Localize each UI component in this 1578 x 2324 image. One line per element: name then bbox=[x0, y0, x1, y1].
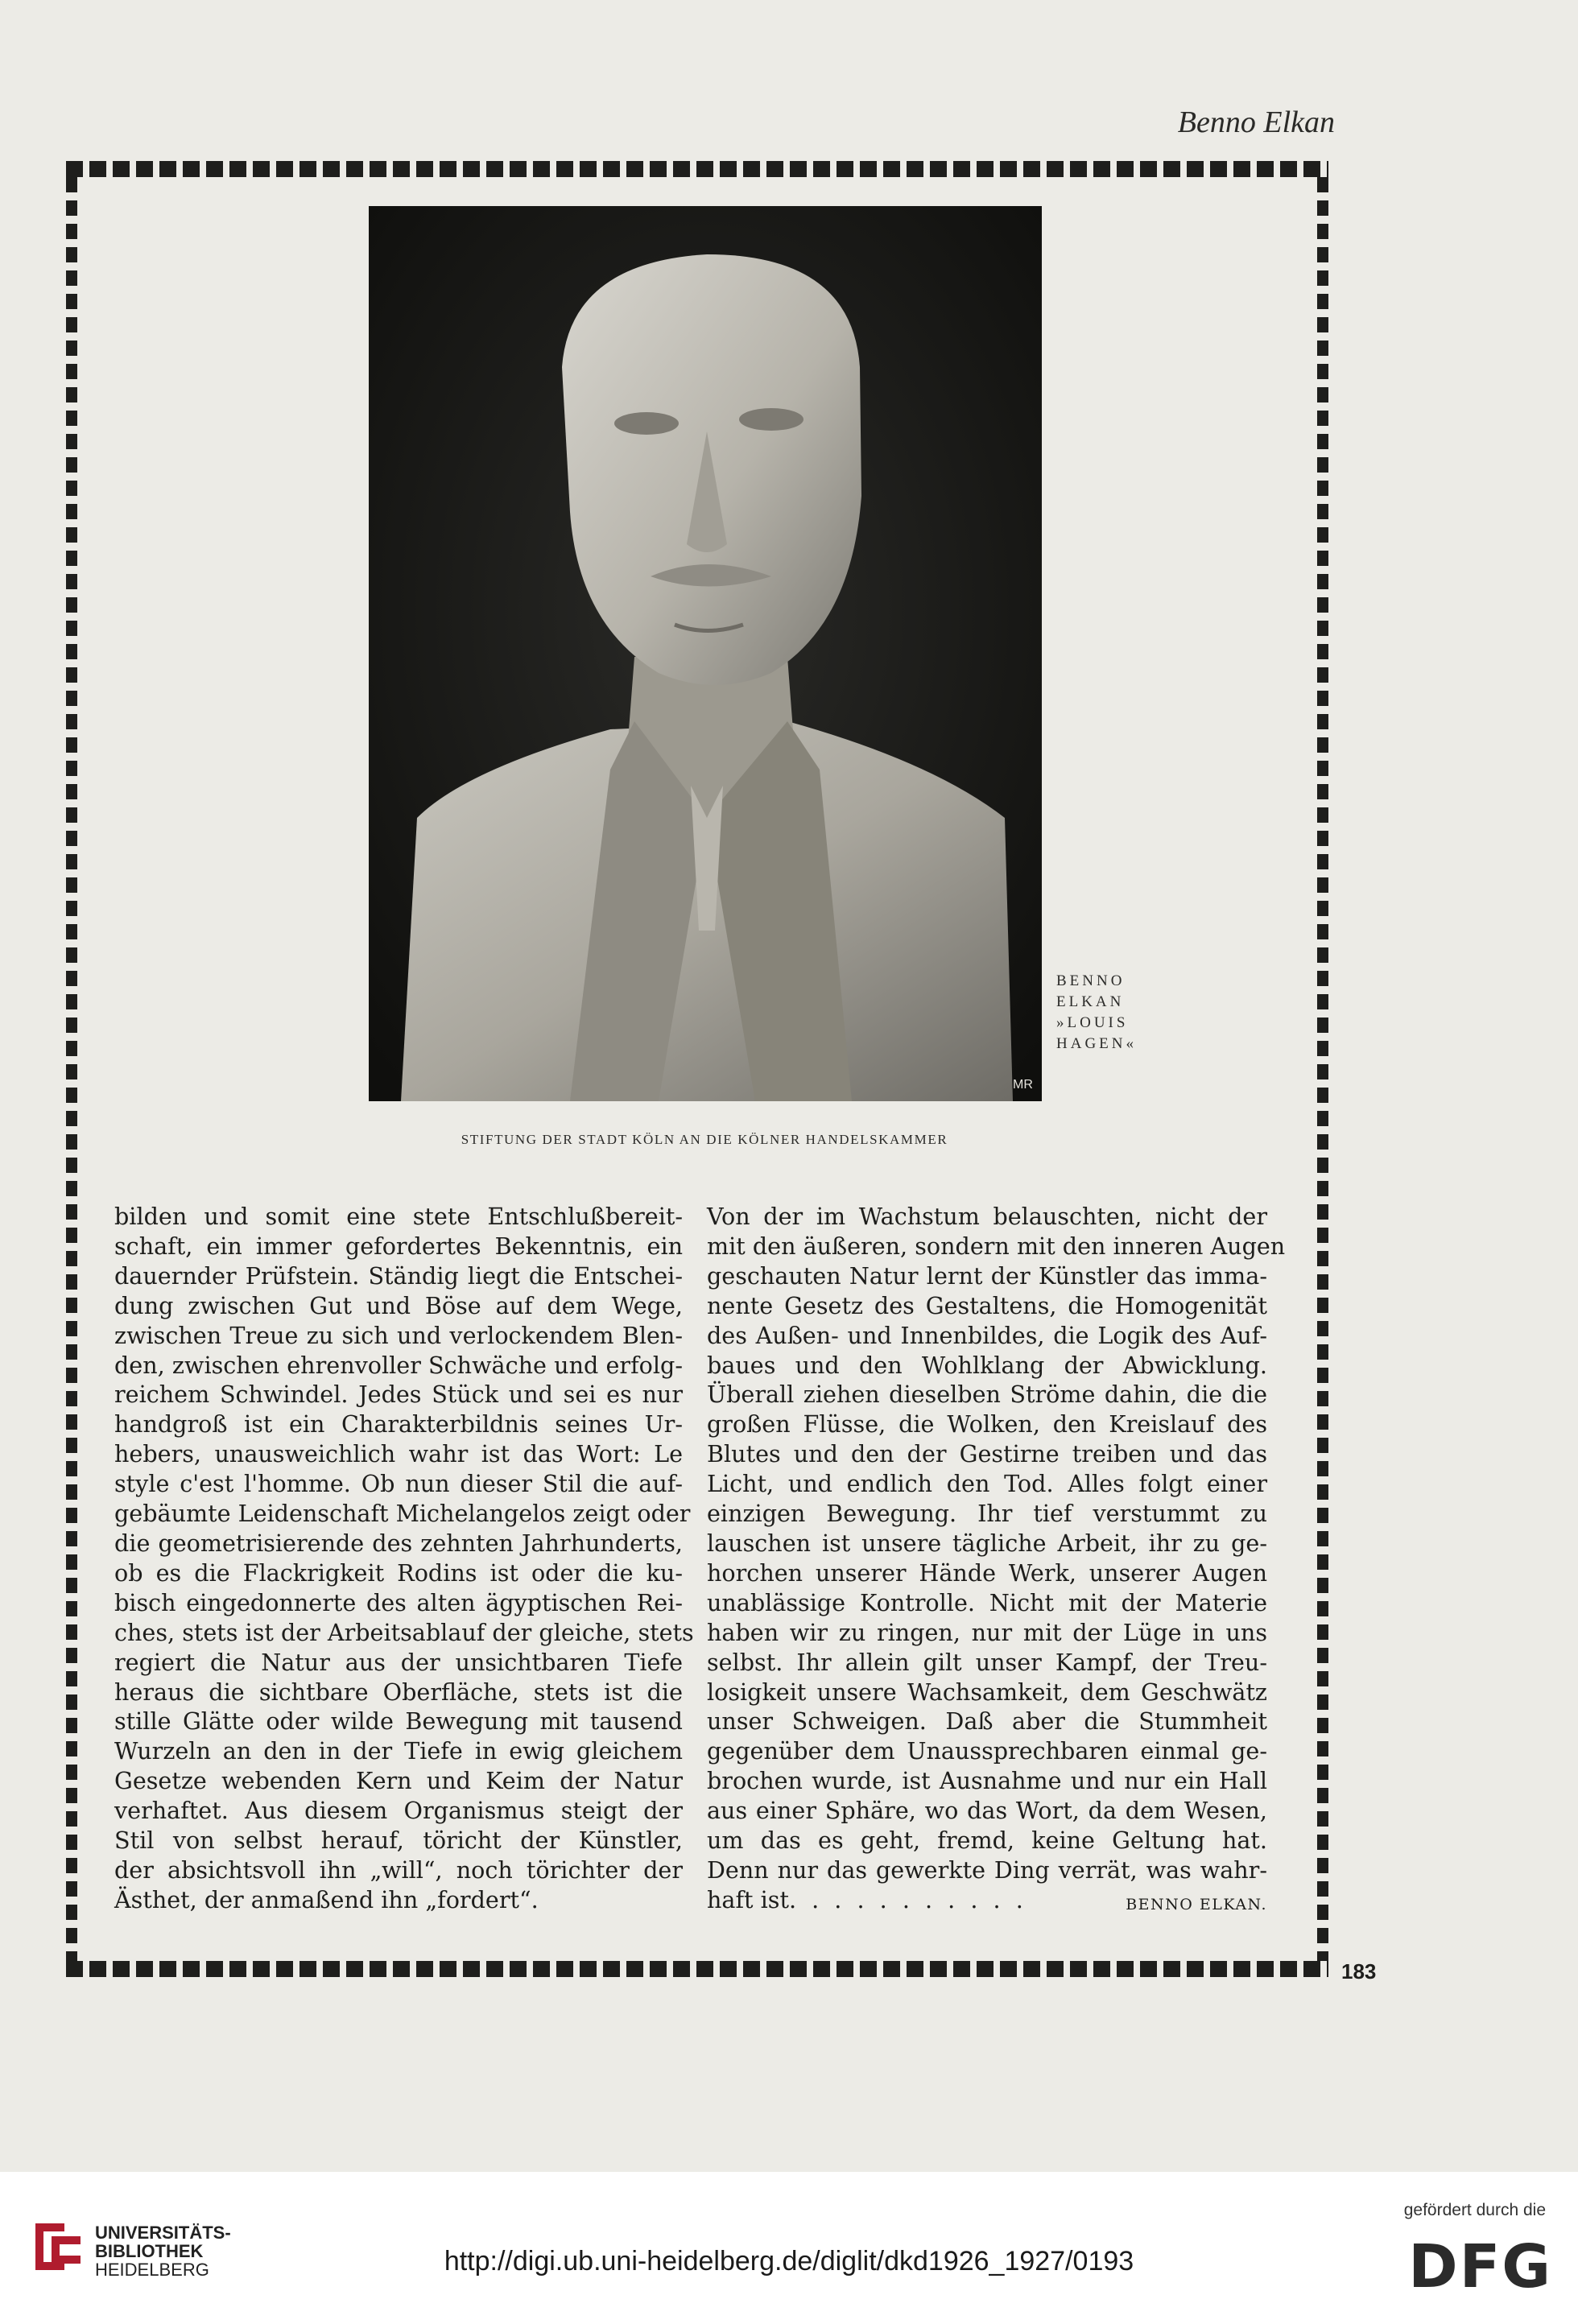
decorative-border-left bbox=[66, 177, 77, 1961]
text-line: gegenüber dem Unaussprechbaren einmal ge- bbox=[707, 1737, 1267, 1765]
text-column-left bbox=[114, 1202, 694, 1915]
text-line: aus einer Sphäre, wo das Wort, da dem Wesen, bbox=[707, 1797, 1267, 1825]
side-caption-line: HAGEN« bbox=[1056, 1035, 1137, 1052]
text-line: nente Gesetz des Gestaltens, die Homogenität bbox=[707, 1291, 1267, 1319]
text-line: selbst. Ihr allein gilt unser Kampf, der Treu- bbox=[707, 1648, 1267, 1676]
funded-by-label: gefördert durch die bbox=[1403, 2201, 1546, 2219]
text-line: bisch eingedonnerte des alten ägyptischen Rei- bbox=[114, 1588, 683, 1616]
decorative-border-bottom bbox=[66, 1961, 1328, 1977]
text-line: des Außen- und Innenbildes, die Logik des Auf- bbox=[707, 1321, 1267, 1349]
text-line: heraus die sichtbare Oberfläche, stets ist die bbox=[114, 1678, 683, 1706]
text-line: Von der im Wachstum belauschten, nicht der bbox=[707, 1203, 1267, 1230]
text-line: regiert die Natur aus der unsichtbaren Tiefe bbox=[114, 1648, 683, 1676]
text-line: die geometrisierende des zehnten Jahrhunderts, bbox=[114, 1529, 683, 1557]
text-line: losigkeit unsere Wachsamkeit, dem Geschwätz bbox=[707, 1678, 1267, 1706]
text-line: baues und den Wohlklang der Abwicklung. bbox=[707, 1351, 1267, 1379]
text-line: horchen unserer Hände Werk, unserer Augen bbox=[707, 1558, 1267, 1587]
bust-photograph bbox=[369, 206, 1042, 1101]
text-line: schaft, ein immer gefordertes Bekenntnis, ein bbox=[114, 1232, 683, 1260]
text-line: der absichtsvoll ihn „will“, noch törichter der bbox=[114, 1855, 683, 1884]
decorative-border-top bbox=[66, 161, 1328, 177]
library-line: HEIDELBERG bbox=[95, 2260, 209, 2280]
text-line: geschauten Natur lernt der Künstler das imma- bbox=[707, 1261, 1267, 1290]
text-line: Stil von selbst herauf, töricht der Künstler, bbox=[114, 1827, 683, 1855]
text-line: brochen wurde, ist Ausnahme und nur ein Hall bbox=[707, 1767, 1267, 1795]
text-line: Denn nur das gewerkte Ding verrät, was wahr- bbox=[707, 1855, 1267, 1884]
text-line: dung zwischen Gut und Böse auf dem Wege, bbox=[114, 1291, 683, 1319]
university-library-logo-icon bbox=[32, 2220, 84, 2277]
text-line: hebers, unausweichlich wahr ist das Wort: Le bbox=[114, 1440, 683, 1468]
running-header-author: Benno Elkan bbox=[1177, 105, 1335, 139]
text-line: Wurzeln an den in der Tiefe in ewig gleichem bbox=[114, 1737, 683, 1765]
text-line: unser Schweigen. Daß aber die Stummheit bbox=[707, 1707, 1267, 1736]
photo-side-caption bbox=[1056, 971, 1145, 1055]
text-line: ches, stets ist der Arbeitsablauf der gleiche, stets bbox=[114, 1618, 694, 1646]
text-line: dauernder Prüfstein. Ständig liegt die Entschei- bbox=[114, 1261, 683, 1290]
text-line-final bbox=[707, 1885, 1267, 1915]
text-line: Licht, und endlich den Tod. Alles folgt einer bbox=[707, 1470, 1267, 1498]
text-line: lauschen ist unsere tägliche Arbeit, ihr zu ge- bbox=[707, 1529, 1267, 1557]
text-line: zwischen Treue zu sich und verlockendem Blen- bbox=[114, 1321, 683, 1349]
photo-under-caption: STIFTUNG DER STADT KÖLN AN DIE KÖLNER HANDELSKAMMER bbox=[461, 1132, 948, 1147]
university-library-name bbox=[95, 2223, 231, 2279]
text-line: haben wir zu ringen, nur mit der Lüge in uns bbox=[707, 1618, 1267, 1646]
dfg-logo: DFG bbox=[1408, 2232, 1552, 2301]
decorative-border-right bbox=[1317, 177, 1328, 1961]
text-line: gebäumte Leidenschaft Michelangelos zeigt oder bbox=[114, 1500, 691, 1528]
text-line: Blutes und den der Gestirne treiben und das bbox=[707, 1440, 1267, 1468]
page-number: 183 bbox=[1341, 1959, 1377, 1983]
text-line: Überall ziehen dieselben Ströme dahin, die die bbox=[707, 1381, 1267, 1409]
text-column-right bbox=[707, 1202, 1286, 1920]
text-line: Gesetze webenden Kern und Keim der Natur bbox=[114, 1767, 683, 1795]
text-line: mit den äußeren, sondern mit den inneren Augen bbox=[707, 1232, 1286, 1260]
author-signature: BENNO ELKAN. bbox=[1126, 1895, 1267, 1913]
side-caption-line: BENNO bbox=[1056, 972, 1126, 989]
text-line: großen Flüsse, die Wolken, den Kreislauf des bbox=[707, 1410, 1267, 1439]
text-line: den, zwischen ehrenvoller Schwäche und erfolg- bbox=[114, 1351, 683, 1379]
text-line: unablässige Kontrolle. Nicht mit der Materie bbox=[707, 1588, 1267, 1616]
text-line: um das es geht, fremd, keine Geltung hat. bbox=[707, 1827, 1267, 1855]
footer-bar bbox=[0, 2172, 1578, 2324]
text-line: reichem Schwindel. Jedes Stück und sei es nur bbox=[114, 1381, 683, 1409]
text-line: ob es die Flackrigkeit Rodins ist oder die ku- bbox=[114, 1558, 683, 1587]
text-line: stille Glätte oder wilde Bewegung mit tausend bbox=[114, 1707, 683, 1736]
text-line: bilden und somit eine stete Entschlußbereit- bbox=[114, 1203, 683, 1230]
library-line: BIBLIOTHEK bbox=[95, 2241, 204, 2261]
side-caption-line: »LOUIS bbox=[1056, 1014, 1129, 1031]
side-caption-line: ELKAN bbox=[1056, 993, 1125, 1010]
text-line: einzigen Bewegung. Ihr tief verstummt zu bbox=[707, 1500, 1267, 1528]
text-line: verhaftet. Aus diesem Organismus steigt der bbox=[114, 1797, 683, 1825]
final-line-dots: . . . . . . . . . . . bbox=[788, 1885, 1027, 1913]
photo-monogram: MR bbox=[1013, 1078, 1033, 1092]
final-line-text: haft ist bbox=[707, 1885, 789, 1913]
text-line: style c'est l'homme. Ob nun dieser Stil die auf- bbox=[114, 1470, 683, 1498]
text-line: Ästhet, der anmaßend ihn „fordert“. bbox=[114, 1885, 539, 1913]
source-url-link[interactable]: http://digi.ub.uni-heidelberg.de/diglit/dkd1926_1927/0193 bbox=[444, 2246, 1134, 2277]
text-line: handgroß ist ein Charakterbildnis seines Ur- bbox=[114, 1410, 683, 1439]
library-line: UNIVERSITÄTS- bbox=[95, 2223, 231, 2243]
